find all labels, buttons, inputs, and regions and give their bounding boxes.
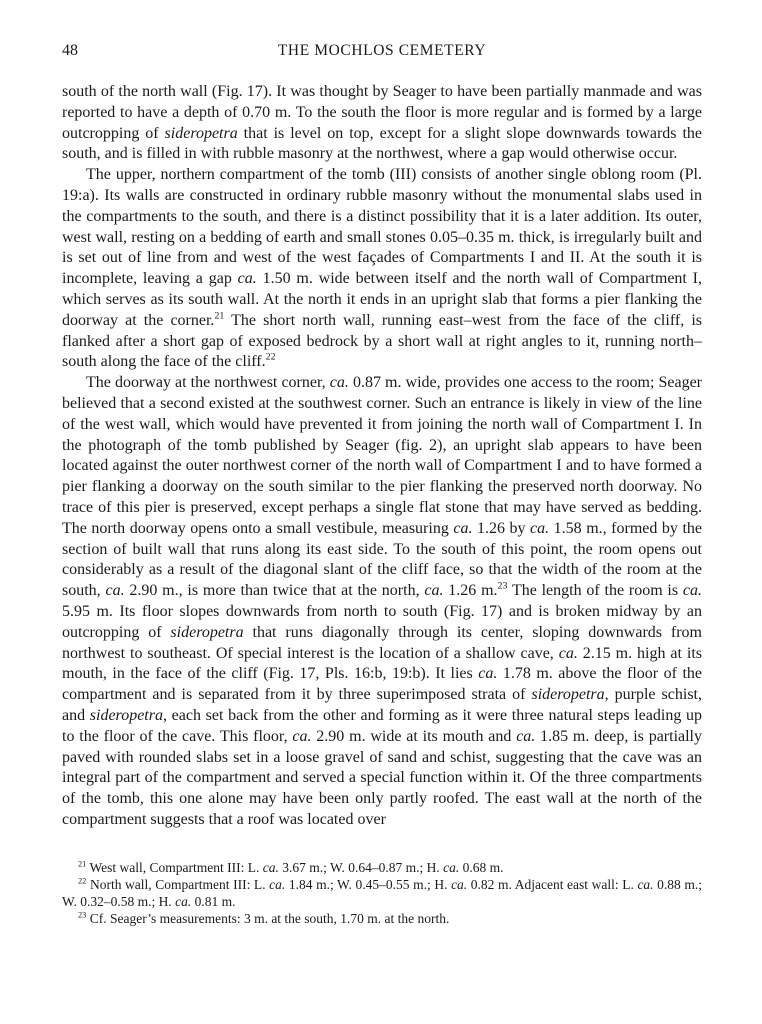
- page-header: [62, 42, 702, 64]
- footnote: $^{21}$ West wall, Compartment III: L. ca. 3.67 m.; W. 0.64–0.87 m.; H. ca. 0.68 m.: [78, 859, 504, 875]
- page-number: 48: [62, 42, 78, 59]
- running-title: THE MOCHLOS CEMETERY: [277, 42, 487, 59]
- paragraph: The doorway at the northwest corner, ca. 0.87 m. wide, provides one access to the room; Seager believed that a second existed at the southwest corner. Such an entrance is likely in view of the line of the west wall, which would have prevented it from joining the north wall of Compartment I. In the photograph of the tomb published by Seager (fig. 2), an upright slab appears to have been located against the outer northwest corner of the north wall of Compartment I and to have formed a pier flanking a doorway on the south similar to the pier flanking the preserved north doorway. No trace of this pier is preserved, except perhaps a single flat stone that may have served as bedding. The north doorway opens onto a small vestibule, measuring ca. 1.26 by ca. 1.58 m., formed by the section of built wall that runs along its east side. To the south of this point, the room opens out considerably as a result of the diagonal slant of the cliff face, so that the width of the room at the south, ca. 2.90 m., is more than twice that at the north, ca. 1.26 m.$^{23}$ The length of the room is ca. 5.95 m. Its floor slopes downwards from north to south (Fig. 17) and is broken midway by an outcropping of sideropetra that runs diagonally through its center, sloping downwards from northwest to southeast. Of special interest is the location of a shallow cave, ca. 2.15 m. high at its mouth, in the face of the cliff (Fig. 17, Pls. 16:b, 19:b). It lies ca. 1.78 m. above the floor of the compartment and is separated from it by three superimposed strata of sideropetra, purple schist, and sideropetra, each set back from the other and forming as it were three natural steps leading up to the floor of the cave. This floor, ca. 2.90 m. wide at its mouth and ca. 1.85 m. deep, is partially paved with rounded slabs set in a loose gravel of sand and schist, suggesting that the cave was an integral part of the compartment and served a special function within it. Of the three compartments of the tomb, this one alone may have been only partly roofed. The east wall at the north of the compartment suggests that a roof was located over: [62, 374, 703, 828]
- footnotes-section: [62, 859, 702, 928]
- paragraph: The upper, northern compartment of the tomb (III) consists of another single oblong room (Pl. 19:a). Its walls are constructed in ordinary rubble masonry without the monumental slabs used in the compartments to the south, and there is a distinct possibility that it is a later addition. Its outer, west wall, resting on a bedding of earth and small stones 0.05–0.35 m. thick, is irregularly built and is set out of line from and west of the west façades of Compartments I and II. At the south it is incomplete, leaving a gap ca. 1.50 m. wide between itself and the north wall of Compartment I, which serves as its south wall. At the north it ends in an upright slab that forms a pier flanking the doorway at the corner.$^{21}$ The short north wall, running east–west from the face of the cliff, is flanked after a short gap of exposed bedrock by a short wall at right angles to it, running north–south along the face of the cliff.$^{22}$: [62, 166, 703, 371]
- footnote: $^{22}$ North wall, Compartment III: L. ca. 1.84 m.; W. 0.45–0.55 m.; H. ca. 0.82 m. Adjacent east wall: L. ca. 0.88 m.; W. 0.32–0.58 m.; H. ca. 0.81 m.: [62, 876, 703, 910]
- paragraph: south of the north wall (Fig. 17). It was thought by Seager to have been partially manmade and was reported to have a depth of 0.70 m. To the south the floor is more regular and is formed by a large outcropping of sideropetra that is level on top, except for a slight slope downwards towards the south, and is filled in with rubble masonry at the northwest, where a gap would otherwise occur.: [62, 83, 703, 163]
- footnote: $^{23}$ Cf. Seager’s measurements: 3 m. at the south, 1.70 m. at the north.: [78, 910, 450, 927]
- body-text: [62, 82, 702, 831]
